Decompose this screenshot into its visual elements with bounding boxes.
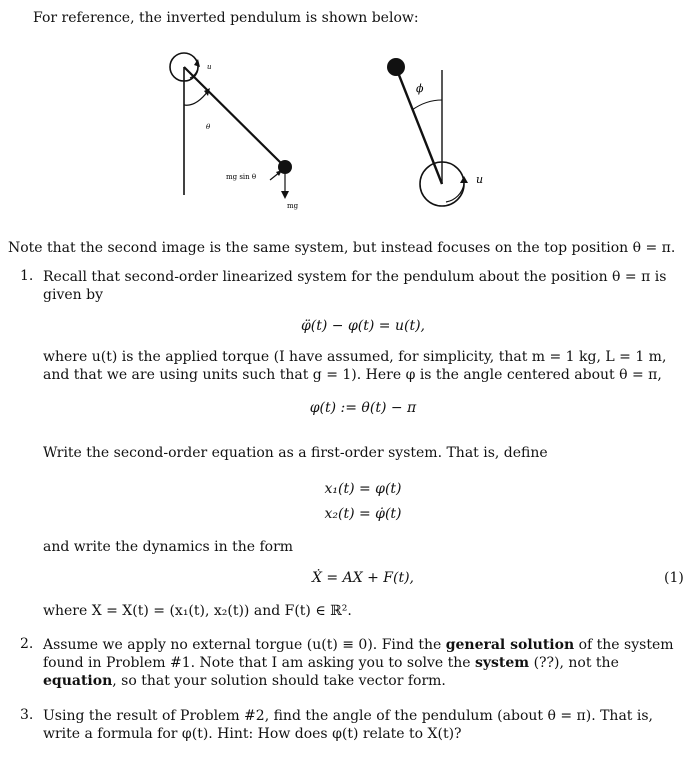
fig1-theta-label: θ (206, 123, 211, 131)
problem-1-number: 1. (20, 268, 34, 284)
system-bold: system (475, 655, 530, 671)
note-text: Note that the second image is the same system, but instead focuses on the top position θ = π. (8, 240, 676, 256)
fig2-phi-label: ϕ (416, 82, 424, 95)
linearized-equation: φ̈(t) − φ(t) = u(t), (301, 318, 425, 334)
problem-2-text (43, 636, 686, 690)
pendulum-bob-top (387, 58, 405, 76)
pendulum-top-position-diagram (382, 52, 512, 212)
problem-2-part-3: (??), not the (529, 655, 619, 671)
pendulum-rod (184, 67, 285, 167)
problem-1-instruction: Write the second-order equation as a first-order system. That is, define (43, 445, 548, 461)
problem-2-number: 2. (20, 636, 34, 652)
x1-definition: x₁(t) = φ(t) (324, 481, 402, 497)
phi-arc (412, 100, 442, 110)
gravity-arrowhead (281, 191, 289, 199)
phi-definition-equation: φ(t) := θ(t) − π (309, 400, 417, 416)
problem-2-part-4: , so that your solution should take vector form. (112, 673, 446, 689)
equation-label-1: (1) (664, 570, 684, 586)
intro-text: For reference, the inverted pendulum is shown below: (33, 10, 419, 26)
x2-definition: x₂(t) = φ̇(t) (324, 506, 402, 522)
state-space-equation: Ẋ = AX + F(t), (311, 570, 415, 586)
problem-1-dynamics-text: and write the dynamics in the form (43, 539, 294, 555)
fig1-mg-label: mg (287, 202, 299, 210)
general-solution-bold: general solution (445, 637, 575, 653)
fig2-u-label: u (476, 173, 484, 186)
problem-1-assumptions: where u(t) is the applied torque (I have assumed, for simplicity, that m = 1 kg, L = 1 m, and that we are using units such that g = 1). Here φ is the angle centered about θ = π, (43, 349, 667, 383)
equation-bold: equation (43, 673, 113, 689)
problem-3-text: Using the result of Problem #2, find the angle of the pendulum (about θ = π). That is, write a formula for φ(t). Hint: How does φ(t) relate to X(t)? (43, 708, 653, 742)
pendulum-force-diagram (160, 45, 330, 215)
u-arrowhead (460, 176, 468, 183)
fig1-u-label: u (207, 63, 212, 71)
problem-2-part-2: of the system found in Problem #1. Note that I am asking you to solve the (43, 637, 674, 671)
problem-1-intro: Recall that second-order linearized system for the pendulum about the position θ = π is given by (43, 269, 667, 303)
theta-arc (184, 91, 208, 105)
fig1-mgsin-label: mg sin θ (226, 173, 257, 181)
problem-3-number: 3. (20, 707, 34, 723)
problem-1-where-text: where X = X(t) = (x₁(t), x₂(t)) and F(t) ∈ ℝ². (43, 603, 352, 619)
problem-2-part-1: Assume we apply no external torgue (u(t) ≡ 0). Find the (43, 637, 446, 653)
